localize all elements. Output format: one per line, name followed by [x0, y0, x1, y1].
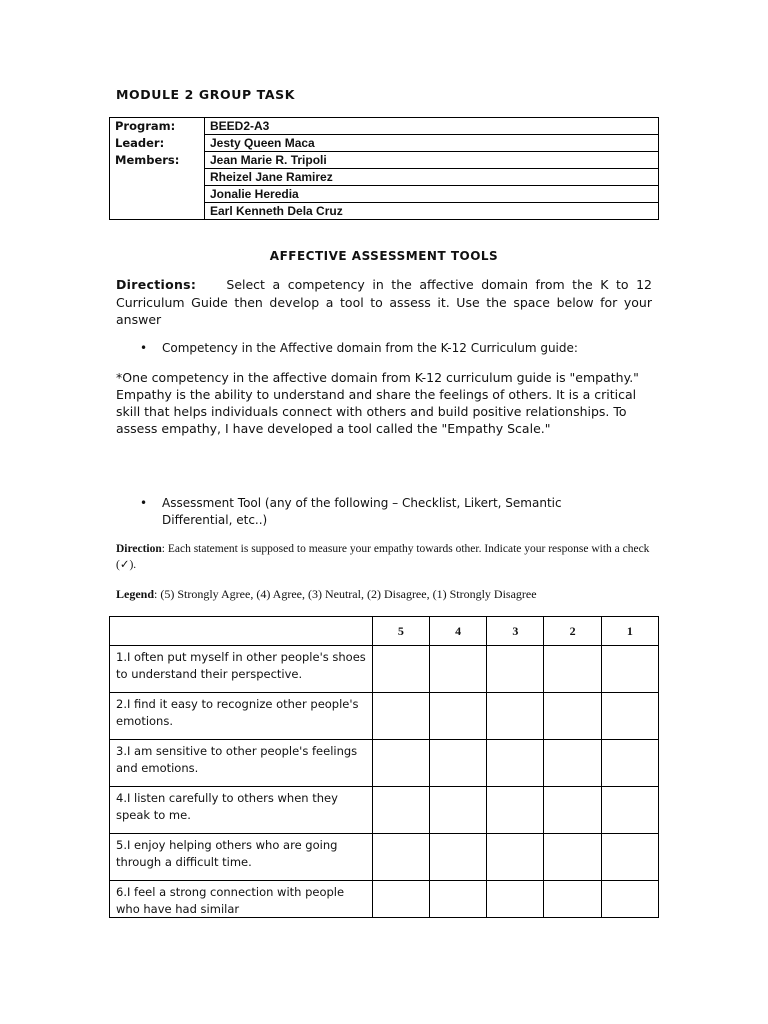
member-name: Jean Marie R. Tripoli: [205, 152, 659, 169]
empathy-scale-table: [109, 616, 659, 918]
statement-text: 3.I am sensitive to other people's feelings and emotions.: [110, 740, 373, 787]
check-cell[interactable]: [544, 881, 601, 918]
legend: [116, 586, 676, 602]
directions-text: Select a competency in the affective domain from the K to 12 Curriculum Guide then develop a tool to assess it. Use the space below for your answer: [116, 277, 652, 327]
check-cell[interactable]: [601, 740, 658, 787]
leader-value: Jesty Queen Maca: [205, 135, 659, 152]
check-cell[interactable]: [601, 646, 658, 693]
scale-header: 1: [601, 617, 658, 646]
member-name: Jonalie Heredia: [205, 186, 659, 203]
check-cell[interactable]: [429, 693, 486, 740]
response-direction: [116, 541, 656, 573]
check-cell[interactable]: [487, 834, 544, 881]
members-label-blank: [110, 169, 205, 186]
check-cell[interactable]: [487, 881, 544, 918]
check-cell[interactable]: [544, 787, 601, 834]
scale-header: 3: [487, 617, 544, 646]
check-cell[interactable]: [372, 693, 429, 740]
check-cell[interactable]: [372, 787, 429, 834]
program-label: Program:: [110, 118, 205, 135]
check-cell[interactable]: [544, 834, 601, 881]
scale-header: 4: [429, 617, 486, 646]
scale-header: 2: [544, 617, 601, 646]
check-cell[interactable]: [601, 787, 658, 834]
member-row: [110, 203, 659, 220]
scale-header: 5: [372, 617, 429, 646]
statement-text: 2.I find it easy to recognize other people's emotions.: [110, 693, 373, 740]
check-cell[interactable]: [601, 834, 658, 881]
check-cell[interactable]: [601, 693, 658, 740]
legend-label: Legend: [116, 587, 155, 601]
program-value: BEED2-A3: [205, 118, 659, 135]
legend-text: : (5) Strongly Agree, (4) Agree, (3) Neutral, (2) Disagree, (1) Strongly Disagree: [154, 587, 537, 601]
leader-row: [110, 135, 659, 152]
check-cell[interactable]: [487, 740, 544, 787]
bullet-text: Competency in the Affective domain from the K-12 Curriculum guide:: [162, 341, 578, 355]
section-title: AFFECTIVE ASSESSMENT TOOLS: [269, 249, 499, 263]
empathy-paragraph: *One competency in the affective domain from K-12 curriculum guide is "empathy." Empathy is the ability to understand and share the feelings of others. It is a critical skill that helps individuals connect with others and build positive relationships. To assess empathy, I have developed a tool called the "Empathy Scale.": [116, 370, 639, 436]
leader-label: Leader:: [110, 135, 205, 152]
check-cell[interactable]: [372, 740, 429, 787]
statement-row: [110, 881, 659, 918]
members-label-blank: [110, 203, 205, 220]
statement-row: [110, 787, 659, 834]
program-row: [110, 118, 659, 135]
direction-text: : Each statement is supposed to measure your empathy towards other. Indicate your response with a check (✓).: [116, 543, 650, 571]
bullet-icon: •: [140, 496, 148, 510]
group-info-table: [109, 117, 659, 220]
member-name: Rheizel Jane Ramirez: [205, 169, 659, 186]
check-cell[interactable]: [544, 646, 601, 693]
members-label-blank: [110, 186, 205, 203]
check-cell[interactable]: [487, 693, 544, 740]
statement-row: [110, 693, 659, 740]
statement-row: [110, 834, 659, 881]
statement-text: 5.I enjoy helping others who are going through a difficult time.: [110, 834, 373, 881]
member-row: [110, 186, 659, 203]
check-cell[interactable]: [429, 646, 486, 693]
check-cell[interactable]: [544, 740, 601, 787]
directions-label: Directions:: [116, 277, 197, 292]
check-cell[interactable]: [429, 787, 486, 834]
statement-header-cell: [110, 617, 373, 646]
statement-text: 6.I feel a strong connection with people who have had similar: [110, 881, 373, 918]
members-label: Members:: [110, 152, 205, 169]
check-cell[interactable]: [601, 881, 658, 918]
statement-row: [110, 646, 659, 693]
check-cell[interactable]: [372, 881, 429, 918]
statement-text: 1.I often put myself in other people's shoes to understand their perspective.: [110, 646, 373, 693]
check-cell[interactable]: [487, 787, 544, 834]
check-cell[interactable]: [372, 834, 429, 881]
check-cell[interactable]: [429, 834, 486, 881]
statement-text: 4.I listen carefully to others when they speak to me.: [110, 787, 373, 834]
directions: [116, 276, 652, 329]
module-title: MODULE 2 GROUP TASK: [116, 87, 295, 102]
scale-header-row: [110, 617, 659, 646]
member-name: Earl Kenneth Dela Cruz: [205, 203, 659, 220]
check-cell[interactable]: [429, 740, 486, 787]
check-cell[interactable]: [372, 646, 429, 693]
member-row: [110, 152, 659, 169]
bullet-text: Assessment Tool (any of the following – Checklist, Likert, Semantic Differential, etc..): [162, 496, 562, 527]
direction-label: Direction: [116, 543, 162, 555]
check-cell[interactable]: [544, 693, 601, 740]
bullet-icon: •: [140, 341, 148, 355]
member-row: [110, 169, 659, 186]
check-cell[interactable]: [429, 881, 486, 918]
check-cell[interactable]: [487, 646, 544, 693]
statement-row: [110, 740, 659, 787]
